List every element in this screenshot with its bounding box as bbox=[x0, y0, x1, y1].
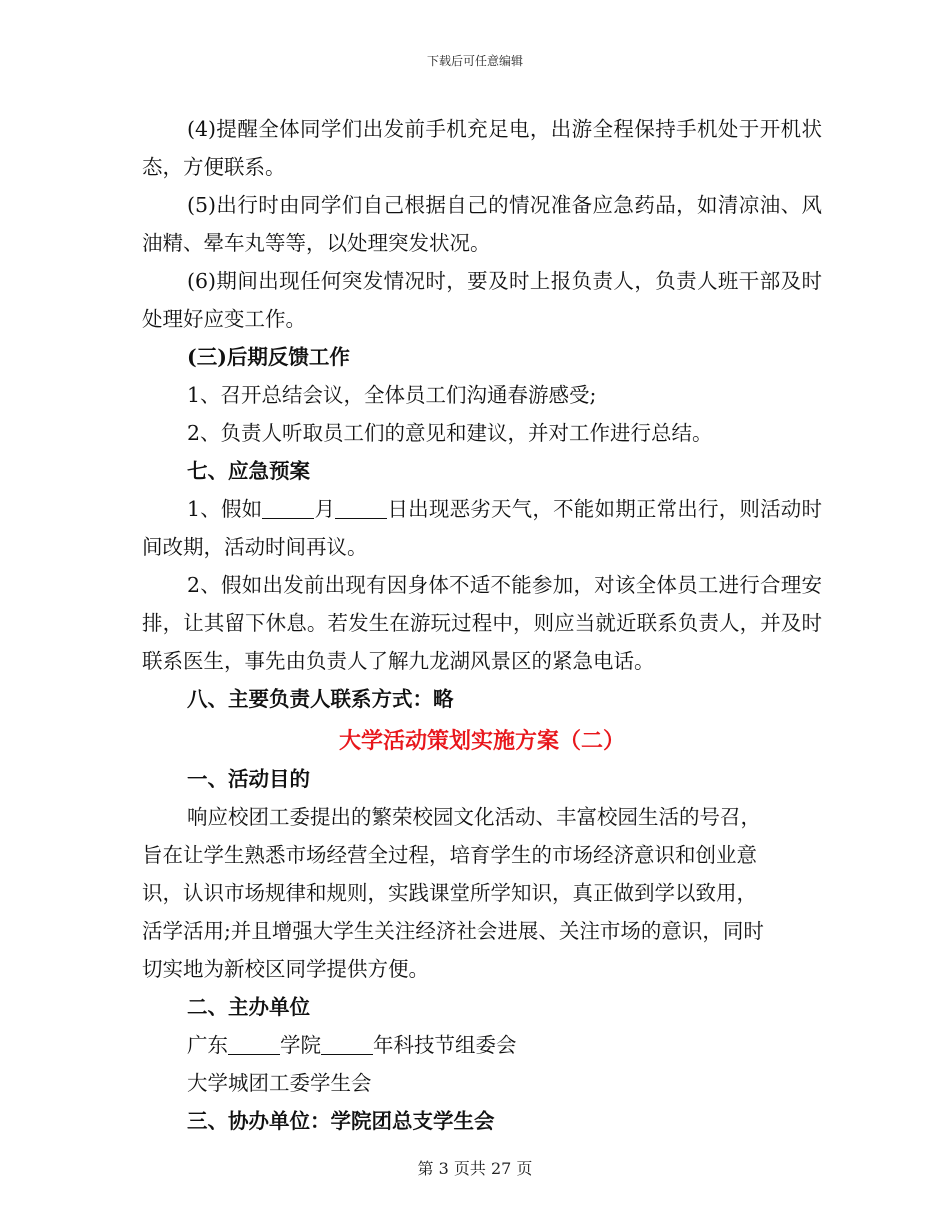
purpose-line-1: 响应校团工委提出的繁荣校园文化活动、丰富校园生活的号召， bbox=[187, 805, 761, 829]
item-5-paragraph: (5)出行时由同学们自己根据自己的情况准备应急药品，如清凉油、风油精、晕车丸等等，以处理突发状况。 bbox=[142, 193, 822, 255]
item-6-paragraph: (6)期间出现任何突发情况时，要及时上报负责人，负责人班干部及时处理好应变工作。 bbox=[142, 269, 822, 331]
purpose-heading: 一、活动目的 bbox=[187, 767, 310, 791]
purpose-line-4: 活学活用;并且增强大学生关注经济社会进展、关注市场的意识，同时 bbox=[142, 919, 764, 943]
host-line-1 bbox=[142, 1026, 822, 1064]
emergency-heading: 七、应急预案 bbox=[187, 459, 310, 483]
feedback-heading: (三)后期反馈工作 bbox=[187, 345, 350, 369]
purpose-line-3: 识，认识市场规律和规则，实践课堂所学知识，真正做到学以致用， bbox=[142, 881, 757, 905]
feedback-item-2: 2、负责人听取员工们的意见和建议，并对工作进行总结。 bbox=[187, 421, 713, 445]
host-line-2: 大学城团工委学生会 bbox=[187, 1071, 372, 1095]
page-footer: 第 3 页共 27 页 bbox=[417, 1159, 533, 1178]
document-body bbox=[142, 110, 822, 1140]
page-header: 下载后可任意编辑 bbox=[426, 54, 523, 68]
emergency-item-2: 2、假如出发前出现有因身体不适不能参加，对该全体员工进行合理安排，让其留下休息。若发生在游玩过程中，则应当就近联系负责人，并及时联系医生，事先由负责人了解九龙湖风景区的紧急电话。 bbox=[142, 573, 822, 673]
section-title: 大学活动策划实施方案（二） bbox=[338, 728, 625, 754]
emergency-item-1-part-c: 日出现恶劣天气，不能如期正常出行，则活动时间改期，活动时间再议。 bbox=[142, 497, 823, 559]
host-line-1-part-a: 广东 bbox=[187, 1033, 228, 1057]
item-4-paragraph: (4)提醒全体同学们出发前手机充足电，出游全程保持手机处于开机状态，方便联系。 bbox=[142, 117, 822, 179]
feedback-item-1: 1、召开总结会议，全体员工们沟通春游感受; bbox=[187, 383, 597, 407]
blank-line bbox=[335, 498, 387, 519]
emergency-item-1-part-a: 1、假如 bbox=[187, 497, 263, 521]
host-line-1-part-c: 年科技节组委会 bbox=[373, 1033, 517, 1057]
host-line-1-part-b: 学院 bbox=[280, 1033, 321, 1057]
purpose-line-5: 切实地为新校区同学提供方便。 bbox=[142, 957, 429, 981]
blank-line bbox=[321, 1034, 373, 1055]
contact-heading: 八、主要负责人联系方式：略 bbox=[187, 687, 454, 711]
emergency-item-1 bbox=[142, 490, 822, 566]
blank-line bbox=[228, 1034, 280, 1055]
emergency-item-1-part-b: 月 bbox=[314, 497, 336, 521]
co-organizer-heading: 三、协办单位：学院团总支学生会 bbox=[187, 1109, 495, 1133]
purpose-line-2: 旨在让学生熟悉市场经营全过程，培育学生的市场经济意识和创业意 bbox=[142, 843, 757, 867]
host-heading: 二、主办单位 bbox=[187, 995, 310, 1019]
blank-line bbox=[262, 498, 314, 519]
